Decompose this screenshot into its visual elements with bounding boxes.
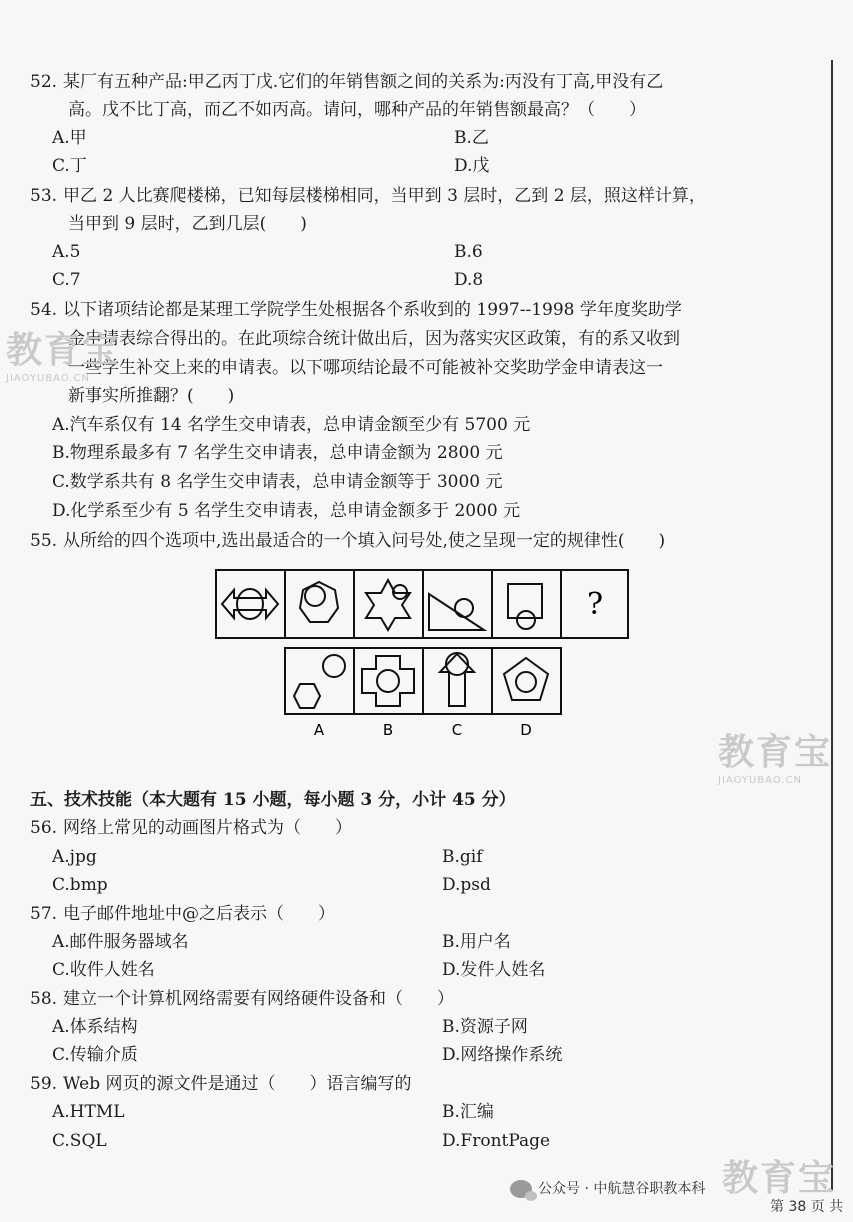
double-arrow-shape: [222, 590, 278, 618]
option-a-circle: [323, 655, 345, 677]
q59-line1: 59. Web 网页的源文件是通过（ ）语言编写的: [30, 1074, 412, 1094]
right-margin-line: [831, 60, 833, 1190]
q54-line2: 金申请表综合得出的。在此项综合统计做出后，因为落实灾区政策，有的系又收到: [68, 329, 680, 349]
watermark-logo-right: 教育宝 JIAOYUBAO.CN: [718, 732, 833, 786]
square-shape: [508, 584, 542, 618]
q52-line1: 52. 某厂有五种产品:甲乙丙丁戊.它们的年销售额之间的关系为:丙没有丁高,甲没有乙: [30, 72, 664, 92]
puzzle-cell-1: [216, 570, 285, 638]
q57-line1: 57. 电子邮件地址中@之后表示（ ）: [30, 904, 336, 924]
q57-option-d: D.发件人姓名: [442, 960, 546, 980]
q54-option-b: B.物理系最多有 7 名学生交申请表，总申请金额为 2800 元: [52, 443, 503, 463]
q56-option-b: B.gif: [442, 847, 483, 867]
answer-cell-c: [423, 648, 492, 714]
option-a-hexagon: [294, 684, 320, 708]
circle-on-triangle: [455, 599, 473, 617]
q55-line1: 55. 从所给的四个选项中,选出最适合的一个填入问号处,使之呈现一定的规律性( ): [30, 531, 666, 551]
q52-option-a: A.甲: [52, 128, 87, 148]
option-c-circle: [446, 653, 468, 675]
option-label-b: B: [382, 721, 394, 739]
q55-figure-puzzle: [214, 568, 630, 744]
star-shape: [366, 580, 410, 630]
section-5-title: 五、技术技能（本大题有 15 小题，每小题 3 分，小计 45 分）: [30, 790, 516, 810]
q56-option-d: D.psd: [442, 875, 491, 895]
q53-option-c: C.7: [52, 270, 81, 290]
q54-option-d: D.化学系至少有 5 名学生交申请表，总申请金额多于 2000 元: [52, 501, 521, 521]
option-label-a: A: [313, 721, 325, 739]
q53-line1: 53. 甲乙 2 人比赛爬楼梯，已知每层楼梯相同，当甲到 3 层时，乙到 2 层，照这样计算，: [30, 186, 706, 206]
option-label-d: D: [520, 721, 532, 739]
q58-option-d: D.网络操作系统: [442, 1045, 563, 1065]
q58-line1: 58. 建立一个计算机网络需要有网络硬件设备和（ ）: [30, 989, 455, 1009]
bottom-circle-shape: [517, 611, 535, 629]
q52-line2: 高。戊不比丁高，而乙不如丙高。请问，哪种产品的年销售额最高？（ ）: [68, 100, 646, 120]
circle-shape: [305, 586, 325, 606]
oval-shape: [237, 589, 263, 619]
q53-option-a: A.5: [52, 242, 81, 262]
q53-option-d: D.8: [454, 270, 484, 290]
q57-option-c: C.收件人姓名: [52, 960, 155, 980]
q54-option-a: A.汽车系仅有 14 名学生交申请表，总申请金额至少有 5700 元: [52, 415, 531, 435]
q54-line4: 新事实所推翻？( ): [68, 386, 235, 406]
answer-cell-a: [285, 648, 354, 714]
option-d-pentagon: [504, 658, 548, 700]
option-c-arrow: [440, 654, 474, 706]
option-label-c: C: [451, 721, 463, 739]
q53-line2: 当甲到 9 层时，乙到几层( ): [68, 214, 307, 234]
q56-option-c: C.bmp: [52, 875, 108, 895]
q59-option-a: A.HTML: [52, 1102, 125, 1122]
q54-line1: 54. 以下诸项结论都是某理工学院学生处根据各个系收到的 1997--1998 学年度奖助学: [30, 300, 682, 320]
q54-option-c: C.数学系共有 8 名学生交申请表，总申请金额等于 3000 元: [52, 472, 503, 492]
q59-option-c: C.SQL: [52, 1131, 107, 1151]
heptagon-shape: [300, 582, 338, 622]
q57-option-a: A.邮件服务器域名: [52, 932, 189, 952]
answer-cell-b: [354, 648, 423, 714]
q56-line1: 56. 网络上常见的动画图片格式为（ ）: [30, 818, 353, 838]
question-mark: ?: [586, 587, 604, 622]
q58-option-b: B.资源子网: [442, 1017, 528, 1037]
q57-option-b: B.用户名: [442, 932, 511, 952]
q54-line3: 一些学生补交上来的申请表。以下哪项结论最不可能被补交奖助学金申请表这一: [68, 358, 663, 378]
q52-option-c: C.丁: [52, 156, 87, 176]
q59-option-d: D.FrontPage: [442, 1131, 551, 1151]
option-b-circle: [377, 670, 399, 692]
wechat-icon: [510, 1180, 532, 1198]
q59-option-b: B.汇编: [442, 1102, 494, 1122]
puzzle-cell-5: [492, 570, 561, 638]
q52-option-b: B.乙: [454, 128, 489, 148]
watermark-logo-bottom: 教育宝: [722, 1158, 837, 1199]
page-number: 第 38 页 共: [770, 1199, 844, 1215]
q58-option-a: A.体系结构: [52, 1017, 138, 1037]
option-d-circle: [516, 672, 536, 692]
q56-option-a: A.jpg: [52, 847, 97, 867]
q58-option-c: C.传输介质: [52, 1045, 138, 1065]
watermark-logo-left: 教育宝 JIAOYUBAO.CN: [6, 330, 121, 384]
wechat-account-label: 公众号 · 中航慧谷职教本科: [510, 1178, 705, 1198]
q53-option-b: B.6: [454, 242, 483, 262]
q52-option-d: D.戊: [454, 156, 490, 176]
option-b-cross: [362, 656, 414, 706]
